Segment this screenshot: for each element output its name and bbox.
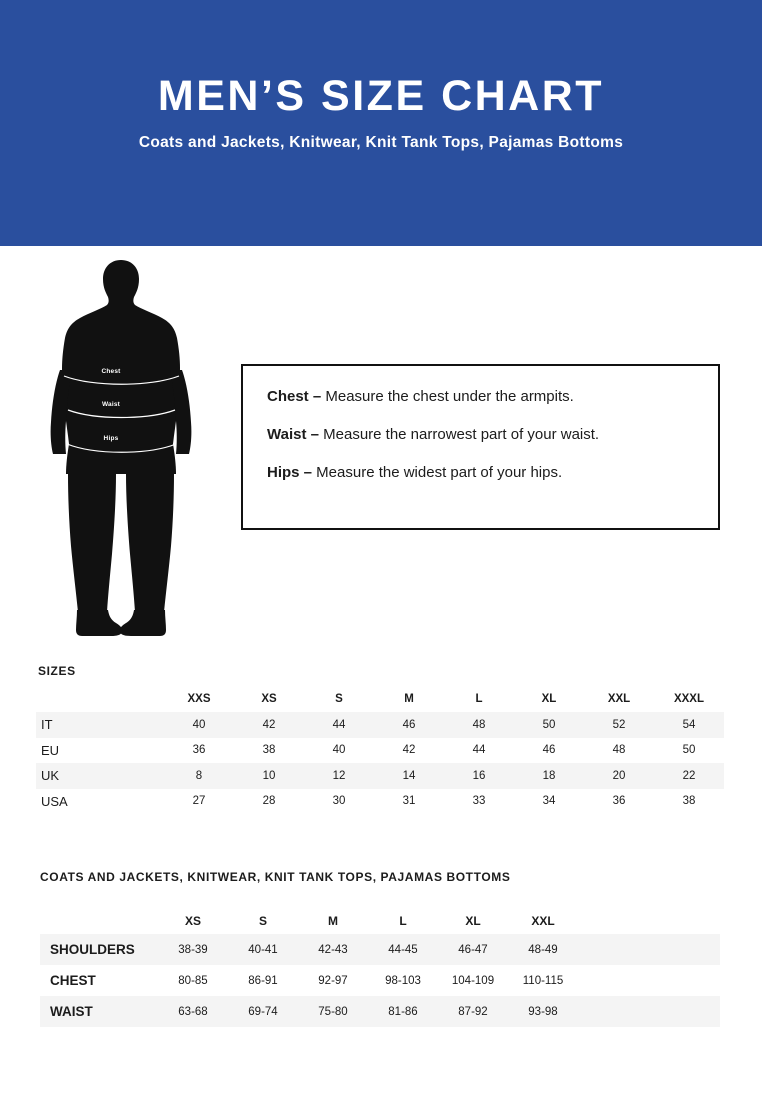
cell-it-xs: 42 [262, 718, 276, 731]
instruction-chest [267, 388, 694, 407]
instruction-hips-term: Hips – [267, 463, 313, 481]
cell-uk-m: 14 [402, 769, 416, 782]
cell-usa-m: 31 [402, 795, 416, 808]
col-head-xl: XL [541, 693, 557, 705]
cell-shoulders-xs: 38-39 [178, 943, 208, 956]
cell-waist-l: 81-86 [388, 1005, 418, 1018]
cell-usa-xxs: 27 [192, 795, 206, 808]
body-measurement-illustration [38, 258, 208, 636]
cell-uk-xl: 18 [542, 769, 556, 782]
cell-chest-filler [578, 965, 720, 996]
cell-shoulders-l: 44-45 [388, 943, 418, 956]
sizes-table-title: SIZES [38, 664, 76, 678]
row-label-shoulders: SHOULDERS [50, 942, 135, 957]
cell-uk-xxxl: 22 [682, 769, 696, 782]
cell-waist-m: 75-80 [318, 1005, 348, 1018]
table-header-row [36, 686, 724, 712]
cell-it-xxxl: 54 [682, 718, 696, 731]
detail-measurements-table [40, 908, 720, 1027]
cell-usa-l: 33 [472, 795, 486, 808]
cell-chest-xxl: 110-115 [522, 974, 564, 987]
cell-eu-xxl: 48 [612, 744, 626, 757]
col-head-m: M [404, 693, 414, 705]
hips-measure-label: Hips [103, 435, 119, 442]
table-row [36, 712, 724, 738]
cell-waist-xl: 87-92 [458, 1005, 488, 1018]
col-head-xs: XS [261, 693, 277, 705]
table-row [36, 738, 724, 764]
instruction-chest-text: Measure the chest under the armpits. [321, 388, 574, 405]
cell-waist-s: 69-74 [248, 1005, 278, 1018]
cell-eu-s: 40 [332, 744, 346, 757]
col-head-xxl: XXL [607, 693, 631, 705]
col-head-xxxl: XXXL [673, 693, 705, 705]
cell-uk-s: 12 [332, 769, 346, 782]
instruction-chest-term: Chest – [267, 388, 322, 405]
row-label-it: IT [41, 717, 53, 733]
cell-it-m: 46 [402, 718, 416, 731]
col-head-xxs: XXS [187, 693, 211, 705]
cell-usa-xxl: 36 [612, 795, 626, 808]
row-label-chest: CHEST [50, 973, 96, 988]
cell-usa-xxxl: 38 [682, 795, 696, 808]
page-header [0, 0, 762, 246]
cell-chest-l: 98-103 [385, 974, 421, 987]
cell-it-xxs: 40 [192, 718, 206, 731]
table-row [36, 789, 724, 815]
cell-uk-xxl: 20 [612, 769, 626, 782]
cell-usa-xl: 34 [542, 795, 556, 808]
table-row [36, 763, 724, 789]
detail-col-head-filler [578, 908, 720, 934]
cell-waist-xs: 63-68 [178, 1005, 208, 1018]
row-label-eu: EU [41, 742, 60, 758]
table-header-row [40, 908, 720, 934]
cell-shoulders-filler [578, 934, 720, 965]
table-row [40, 996, 720, 1027]
cell-shoulders-xxl: 48-49 [528, 943, 558, 956]
detail-col-head-m: M [328, 914, 338, 928]
cell-it-xl: 50 [542, 718, 556, 731]
cell-shoulders-s: 40-41 [248, 943, 278, 956]
instruction-waist-term: Waist – [267, 425, 319, 443]
cell-uk-xxs: 8 [195, 769, 203, 782]
cell-chest-s: 86-91 [248, 974, 278, 987]
row-label-usa: USA [41, 793, 68, 809]
col-head-blank [36, 686, 164, 712]
detail-col-head-l: L [399, 914, 407, 928]
page-title: MEN’S SIZE CHART [157, 72, 605, 120]
chest-measure-label: Chest [101, 368, 121, 375]
detail-table-title: COATS AND JACKETS, KNITWEAR, KNIT TANK TOPS, PAJAMAS BOTTOMS [40, 870, 511, 884]
cell-waist-filler [578, 996, 720, 1027]
cell-chest-xs: 80-85 [178, 974, 208, 987]
detail-col-head-xxl: XXL [531, 914, 555, 928]
cell-eu-xl: 46 [542, 744, 556, 757]
cell-shoulders-xl: 46-47 [458, 943, 488, 956]
waist-measure-label: Waist [101, 401, 121, 408]
cell-eu-l: 44 [472, 744, 486, 757]
page-subtitle: Coats and Jackets, Knitwear, Knit Tank Tops, Pajamas Bottoms [138, 134, 624, 152]
male-figure-icon [38, 258, 208, 636]
detail-col-head-xl: XL [465, 914, 481, 928]
cell-waist-xxl: 93-98 [528, 1005, 558, 1018]
row-label-waist: WAIST [50, 1004, 93, 1019]
col-head-s: S [335, 693, 343, 705]
cell-uk-l: 16 [472, 769, 486, 782]
detail-col-head-s: S [258, 914, 267, 928]
cell-eu-xs: 38 [262, 744, 276, 757]
cell-usa-s: 30 [332, 795, 346, 808]
cell-eu-xxxl: 50 [682, 744, 696, 757]
cell-chest-m: 92-97 [318, 974, 348, 987]
cell-it-xxl: 52 [612, 718, 626, 731]
detail-col-head-xs: XS [184, 914, 201, 928]
cell-shoulders-m: 42-43 [318, 943, 348, 956]
cell-chest-xl: 104-109 [451, 974, 495, 987]
cell-eu-xxs: 36 [192, 744, 206, 757]
measurement-instructions-box [241, 364, 720, 530]
col-head-l: L [475, 693, 483, 705]
cell-eu-m: 42 [402, 744, 416, 757]
cell-it-s: 44 [332, 718, 346, 731]
table-row [40, 965, 720, 996]
instruction-waist [267, 426, 694, 445]
instruction-waist-text: Measure the narrowest part of your waist. [318, 425, 600, 443]
detail-col-head-blank [40, 908, 158, 934]
instruction-hips-text: Measure the widest part of your hips. [312, 463, 563, 481]
sizes-table [36, 686, 724, 814]
cell-uk-xs: 10 [262, 769, 276, 782]
instruction-hips [267, 464, 694, 483]
row-label-uk: UK [41, 768, 60, 784]
cell-usa-xs: 28 [262, 795, 276, 808]
cell-it-l: 48 [472, 718, 486, 731]
table-row [40, 934, 720, 965]
